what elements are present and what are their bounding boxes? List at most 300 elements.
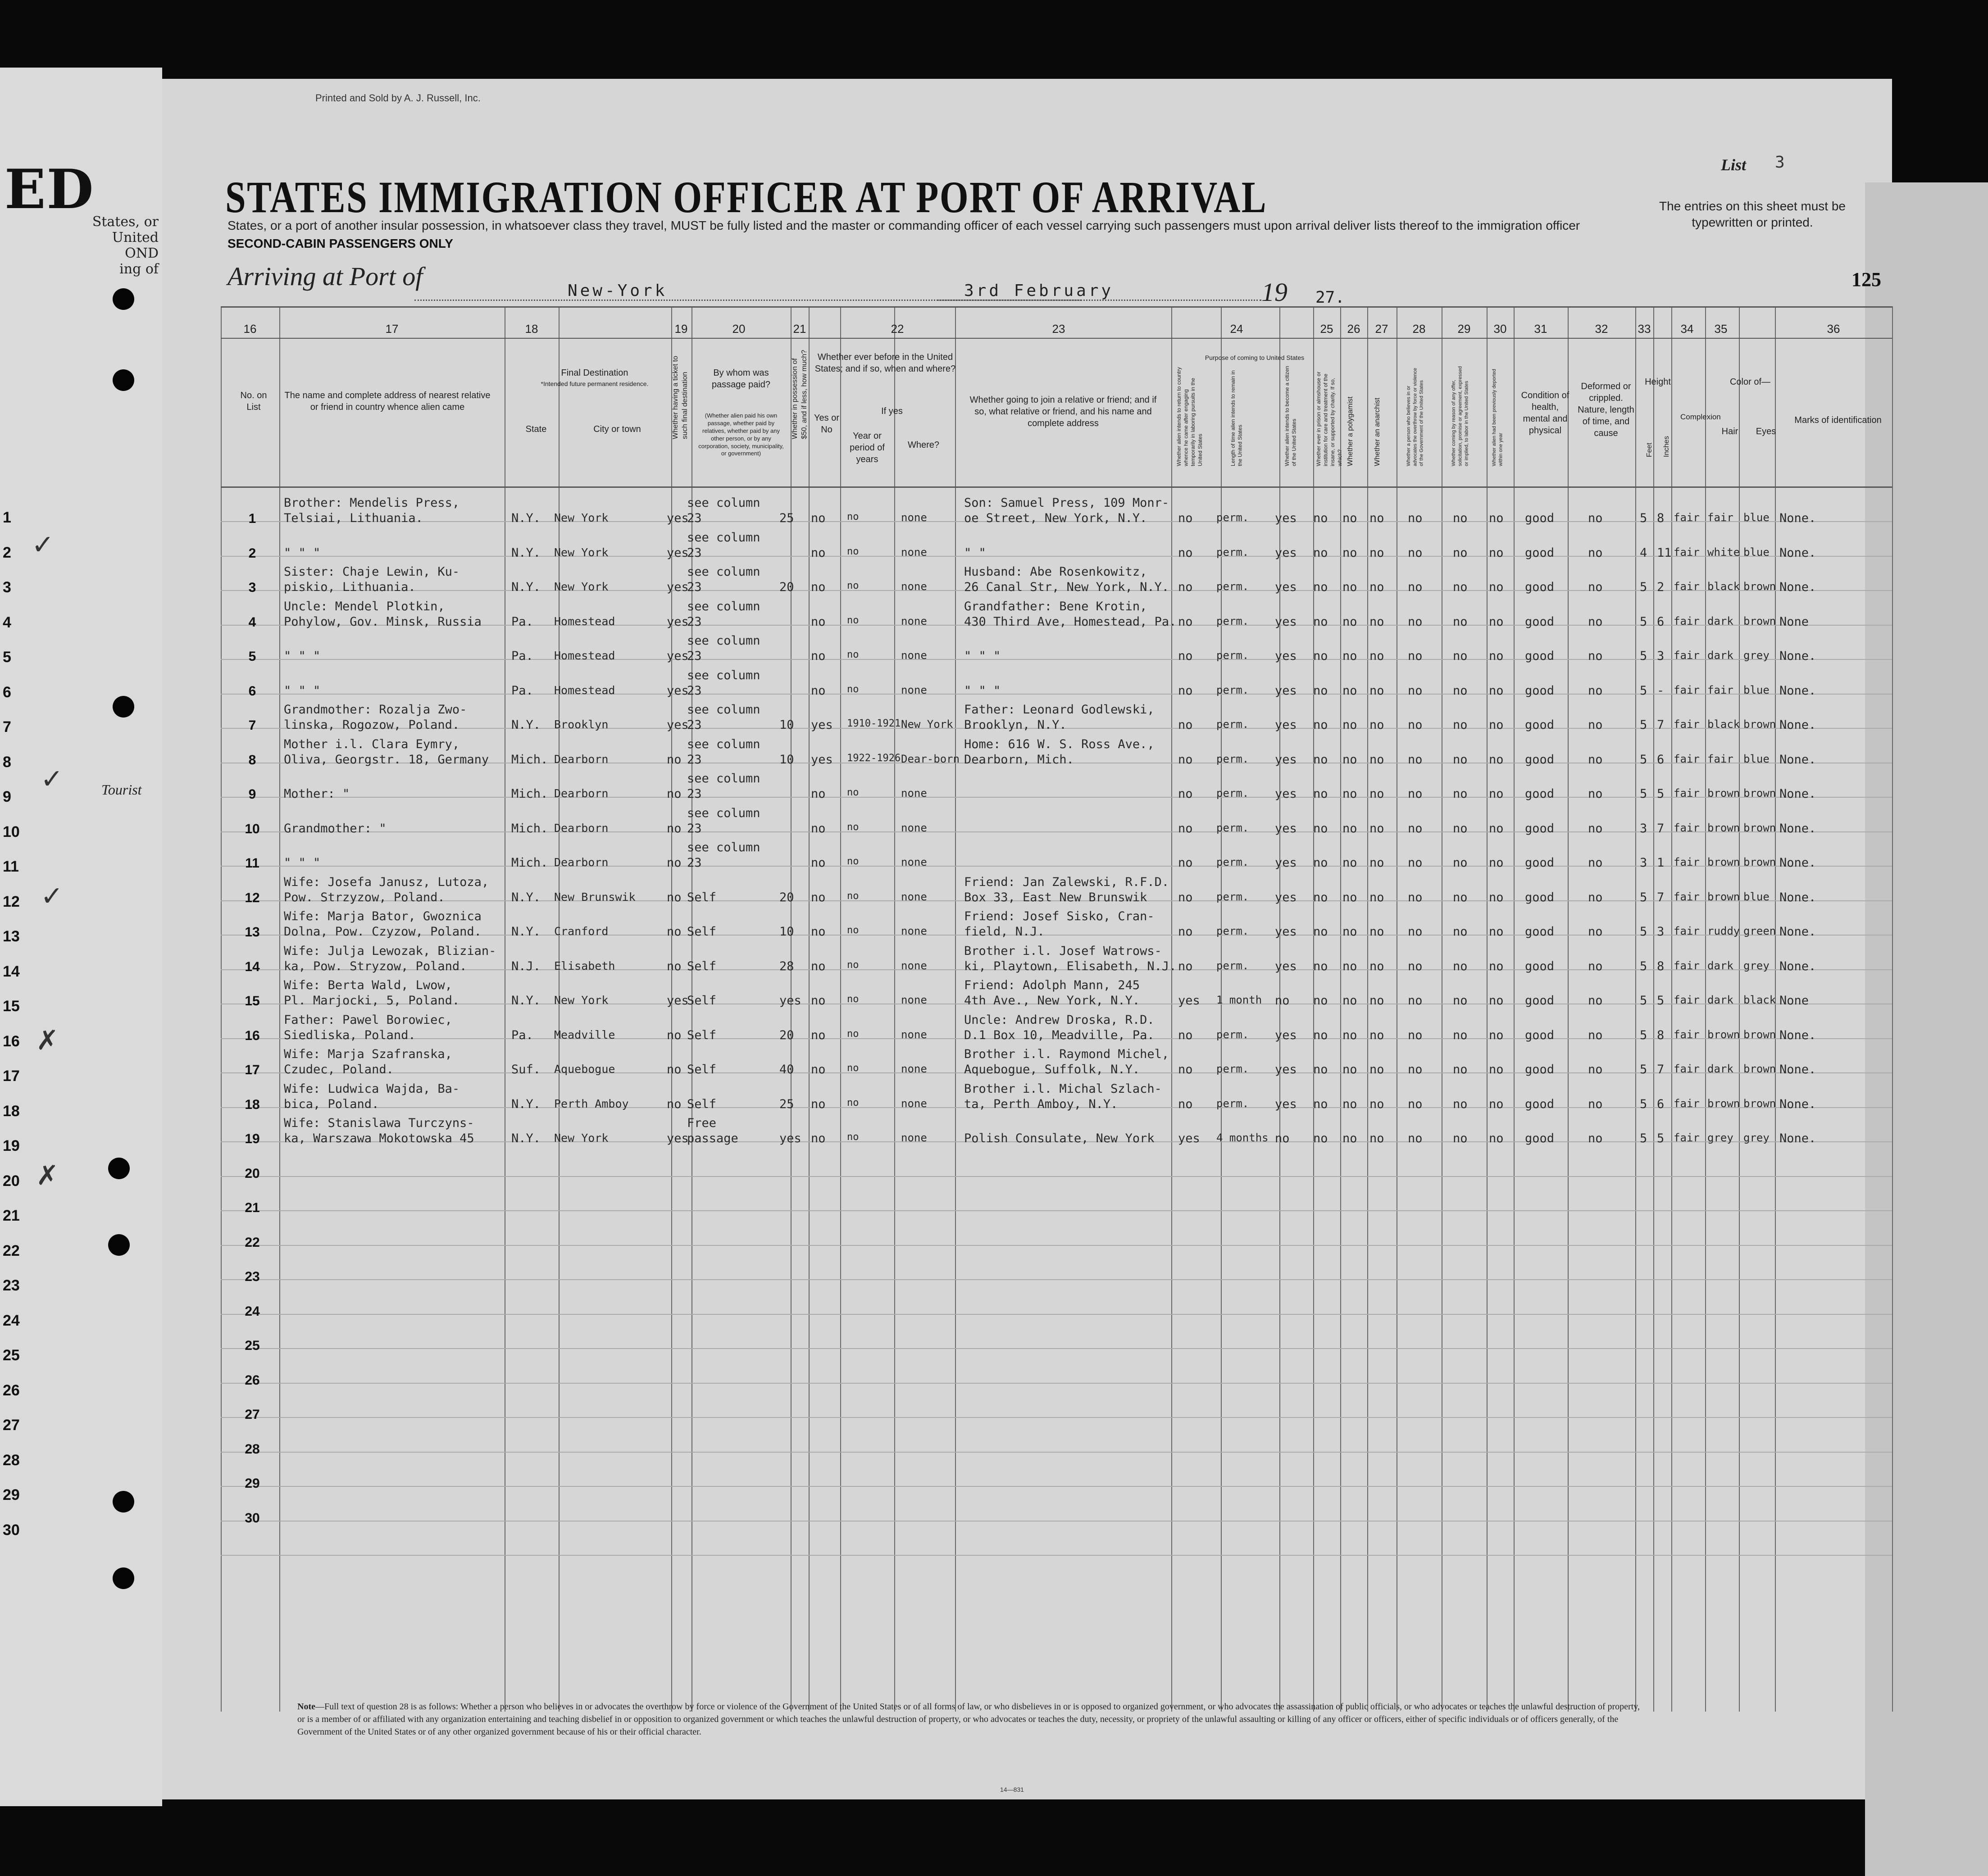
column-number: 33 [1638, 322, 1651, 336]
health-cell: good [1525, 1028, 1555, 1042]
passage-paid-by: Self [687, 1097, 717, 1111]
hair-color-cell: brown [1707, 821, 1740, 834]
joining-relative: " " [964, 545, 986, 560]
left-page-row-number: 15 [3, 998, 20, 1015]
height-feet-cell: 5 [1640, 718, 1647, 732]
joining-relative: 4th Ave., New York, N.Y. [964, 994, 1140, 1008]
height-inches-cell: - [1657, 683, 1665, 698]
polygamist-cell: no [1342, 545, 1357, 560]
deported-cell: no [1489, 890, 1504, 904]
advocate-cell: no [1408, 614, 1423, 629]
where-cell: none [901, 1131, 927, 1144]
row-number: 21 [245, 1200, 260, 1215]
joining-relative: 26 Canal Str, New York, N.Y. [964, 580, 1169, 594]
relative-address: Father: Pawel Borowiec, [284, 1013, 452, 1027]
where-cell: none [901, 683, 927, 696]
destination-city: Homestead [554, 683, 615, 697]
page-title: STATES IMMIGRATION OFFICER AT PORT OF ARRIVAL [225, 172, 1268, 222]
labor-offer-cell: no [1453, 1131, 1468, 1145]
citizenship-intent-cell: yes [1275, 856, 1297, 870]
relative-address: Wife: Marja Szafranska, [284, 1047, 452, 1061]
polygamist-cell: no [1342, 683, 1357, 698]
height-inches-cell: 7 [1657, 890, 1665, 904]
passage-paid-by: see column [687, 703, 760, 717]
health-cell: good [1525, 925, 1555, 939]
deformed-cell: no [1588, 890, 1603, 904]
col31-header: Condition of health, mental and physical [1521, 391, 1569, 436]
passage-paid-by: 23 [687, 752, 702, 767]
row-number: 2 [248, 545, 256, 561]
relative-address: Siedliska, Poland. [284, 1028, 416, 1042]
money-cell: yes [779, 1131, 801, 1145]
years-cell: no [847, 1097, 859, 1108]
deformed-cell: no [1588, 821, 1603, 836]
advocate-cell: no [1408, 1131, 1423, 1145]
height-inches-cell: 8 [1657, 511, 1665, 525]
destination-city: Brooklyn [554, 718, 609, 731]
before-in-us-cell: no [811, 580, 826, 594]
marks-cell: None. [1779, 1063, 1816, 1077]
joining-relative: Uncle: Andrew Droska, R.D. [964, 1013, 1155, 1027]
labor-offer-cell: no [1453, 787, 1468, 801]
height-feet-cell: 5 [1640, 1028, 1647, 1042]
joining-relative: " " " [964, 649, 1001, 663]
binder-hole [113, 288, 134, 310]
joining-relative: ta, Perth Amboy, N.Y. [964, 1097, 1118, 1111]
destination-state: Pa. [511, 614, 533, 629]
relative-address: Wife: Berta Wald, Lwow, [284, 978, 452, 992]
grid-column-line [840, 306, 841, 1712]
labor-offer-cell: no [1453, 614, 1468, 629]
joining-relative: Home: 616 W. S. Ross Ave., [964, 737, 1155, 751]
complexion-cell: fair [1674, 511, 1700, 524]
col18-state-header: State [525, 424, 547, 434]
row-number: 18 [245, 1097, 260, 1112]
citizenship-intent-cell: yes [1275, 821, 1297, 836]
joining-relative: Son: Samuel Press, 109 Monr- [964, 496, 1169, 510]
where-cell: none [901, 787, 927, 799]
eye-color-cell: brown [1743, 1028, 1776, 1041]
marks-cell: None. [1779, 718, 1816, 732]
height-feet-cell: 5 [1640, 1063, 1647, 1077]
row-number: 11 [245, 856, 259, 871]
eye-color-cell: grey [1743, 959, 1770, 972]
where-cell: none [901, 511, 927, 524]
length-of-stay-cell: perm. [1216, 580, 1249, 593]
before-in-us-cell: no [811, 856, 826, 870]
height-inches-cell: 5 [1657, 994, 1665, 1008]
col34-header: Complexion [1680, 413, 1721, 421]
health-cell: good [1525, 994, 1555, 1008]
prison-cell: no [1313, 1131, 1328, 1145]
col20-header: By whom was passage paid? [711, 368, 771, 390]
column-number: 30 [1493, 322, 1507, 336]
advocate-cell: no [1408, 994, 1423, 1008]
grid-column-line [894, 306, 895, 1712]
column-number: 32 [1595, 322, 1608, 336]
row-number: 27 [245, 1407, 260, 1422]
hair-color-cell: brown [1707, 1028, 1740, 1041]
passage-paid-by: 23 [687, 580, 702, 594]
advocate-cell: no [1408, 890, 1423, 904]
height-feet-cell: 5 [1640, 683, 1647, 698]
destination-city: New York [554, 1131, 609, 1145]
before-in-us-cell: no [811, 925, 826, 939]
checkmark-icon: ✓ [32, 529, 55, 561]
height-inches-cell: 8 [1657, 959, 1665, 973]
citizenship-intent-cell: yes [1275, 1028, 1297, 1042]
polygamist-cell: no [1342, 752, 1357, 767]
length-of-stay-cell: 1 month [1216, 994, 1262, 1006]
relative-address: " " " [284, 545, 321, 560]
row-number: 28 [245, 1441, 260, 1457]
col33-header: Height [1645, 377, 1671, 387]
col35-header: Color of— [1729, 377, 1771, 387]
height-feet-cell: 5 [1640, 925, 1647, 939]
complexion-cell: fair [1674, 1131, 1700, 1144]
tourist-note: Tourist [101, 781, 142, 798]
col23-header: Whether going to join a relative or friend; and if so, what relative or friend, and his name and complete address [969, 395, 1157, 428]
relative-address: Mother: " [284, 787, 350, 801]
left-page-row-number: 17 [3, 1067, 20, 1085]
anarchist-cell: no [1369, 1097, 1384, 1111]
list-number: 3 [1775, 153, 1785, 172]
passage-paid-by: Self [687, 994, 717, 1008]
col22-where-header: Where? [907, 440, 940, 450]
where-cell: none [901, 580, 927, 593]
grid-column-line [1568, 306, 1569, 1712]
passage-paid-by: see column [687, 668, 760, 682]
prison-cell: no [1313, 511, 1328, 525]
ticket-cell: no [667, 1028, 682, 1042]
relative-address: Dolna, Pow. Czyzow, Poland. [284, 925, 482, 939]
joining-relative: Friend: Jan Zalewski, R.F.D. [964, 875, 1169, 889]
years-cell: no [847, 890, 859, 902]
years-cell: no [847, 787, 859, 798]
height-feet-cell: 4 [1640, 545, 1647, 560]
column-number: 28 [1412, 322, 1426, 336]
grid-row-line [221, 1314, 1892, 1315]
advocate-cell: no [1408, 959, 1423, 973]
complexion-cell: fair [1674, 890, 1700, 903]
binder-hole [113, 1567, 134, 1589]
money-cell: 10 [779, 925, 794, 939]
length-of-stay-cell: perm. [1216, 511, 1249, 524]
complexion-cell: fair [1674, 1028, 1700, 1041]
binder-hole [113, 1491, 134, 1513]
length-of-stay-cell: perm. [1216, 1063, 1249, 1075]
checkmark-icon: ✓ [41, 881, 64, 912]
polygamist-cell: no [1342, 925, 1357, 939]
deformed-cell: no [1588, 752, 1603, 767]
eye-color-cell: brown [1743, 1097, 1776, 1110]
date-value: 3rd February [964, 282, 1114, 300]
col32-header: Deformed or crippled. Nature, length of time, and cause [1578, 382, 1634, 438]
col29-header: Whether coming by reason of any offer, solicitation, promise or agreement, expressed or implied, to labor in the United States [1451, 366, 1469, 466]
left-page-row-number: 18 [3, 1102, 20, 1120]
ticket-cell: yes [667, 683, 689, 698]
ticket-cell: no [667, 821, 682, 836]
class-note: SECOND-CABIN PASSENGERS ONLY [227, 236, 453, 250]
col20-subheader: (Whether alien paid his own passage, whether paid by relatives, whether paid by any other person, or by any corporation, society, municipality, or government) [698, 412, 784, 457]
before-in-us-cell: no [811, 1063, 826, 1077]
footnote-label: Note [297, 1702, 315, 1712]
row-number: 15 [245, 994, 260, 1008]
length-of-stay-cell: perm. [1216, 925, 1249, 937]
anarchist-cell: no [1369, 856, 1384, 870]
health-cell: good [1525, 614, 1555, 629]
years-cell: 1910-1921 [847, 718, 901, 729]
destination-state: N.Y. [511, 511, 541, 525]
left-page-row-number: 8 [3, 753, 11, 771]
money-cell: 25 [779, 1097, 794, 1111]
col16-header: No. on List [240, 391, 267, 412]
ticket-cell: no [667, 1097, 682, 1111]
ticket-cell: yes [667, 511, 689, 525]
relative-address: bica, Poland. [284, 1097, 379, 1111]
before-in-us-cell: yes [811, 752, 833, 767]
anarchist-cell: no [1369, 649, 1384, 663]
left-page-row-number: 30 [3, 1521, 20, 1539]
height-feet-cell: 5 [1640, 959, 1647, 973]
column-number: 22 [891, 322, 904, 336]
polygamist-cell: no [1342, 856, 1357, 870]
labor-offer-cell: no [1453, 511, 1468, 525]
deformed-cell: no [1588, 614, 1603, 629]
passage-paid-by: 23 [687, 683, 702, 698]
advocate-cell: no [1408, 821, 1423, 836]
destination-city: New Brunswik [554, 890, 636, 904]
destination-city: Aquebogue [554, 1063, 615, 1076]
advocate-cell: no [1408, 580, 1423, 594]
labor-offer-cell: no [1453, 545, 1468, 560]
hair-color-cell: fair [1707, 511, 1733, 524]
marks-cell: None. [1779, 1097, 1816, 1111]
advocate-cell: no [1408, 718, 1423, 732]
joining-relative: D.1 Box 10, Meadville, Pa. [964, 1028, 1155, 1042]
marks-cell: None. [1779, 580, 1816, 594]
hair-color-cell: dark [1707, 614, 1733, 627]
row-number: 5 [248, 649, 256, 664]
money-cell: 25 [779, 511, 794, 525]
destination-state: N.Y. [511, 1131, 541, 1145]
passage-paid-by: Self [687, 1028, 717, 1042]
passage-paid-by: see column [687, 496, 760, 510]
polygamist-cell: no [1342, 890, 1357, 904]
form-number: 14—831 [1000, 1786, 1024, 1793]
height-inches-cell: 1 [1657, 856, 1665, 870]
left-page-row-number: 13 [3, 928, 20, 945]
destination-state: Pa. [511, 649, 533, 663]
prison-cell: no [1313, 787, 1328, 801]
relative-address: Wife: Stanislawa Turczyns- [284, 1116, 474, 1130]
grid-row-line [221, 1176, 1892, 1177]
eye-color-cell: blue [1743, 752, 1770, 765]
prison-cell: no [1313, 1063, 1328, 1077]
destination-city: New York [554, 994, 609, 1007]
grid-column-line [1340, 306, 1341, 1712]
deformed-cell: no [1588, 683, 1603, 698]
grid-row-line [221, 1348, 1892, 1349]
relative-address: Uncle: Mendel Plotkin, [284, 599, 445, 613]
where-cell: none [901, 856, 927, 868]
complexion-cell: fair [1674, 1063, 1700, 1075]
polygamist-cell: no [1342, 649, 1357, 663]
column-number: 27 [1375, 322, 1388, 336]
deformed-cell: no [1588, 959, 1603, 973]
deported-cell: no [1489, 1063, 1504, 1077]
complexion-cell: fair [1674, 545, 1700, 559]
anarchist-cell: no [1369, 614, 1384, 629]
labor-offer-cell: no [1453, 1097, 1468, 1111]
citizenship-intent-cell: yes [1275, 1097, 1297, 1111]
marks-cell: None. [1779, 511, 1816, 525]
where-cell: none [901, 545, 927, 559]
hair-color-cell: fair [1707, 752, 1733, 765]
ticket-cell: no [667, 925, 682, 939]
joining-relative: Friend: Adolph Mann, 245 [964, 978, 1140, 992]
polygamist-cell: no [1342, 1028, 1357, 1042]
row-number: 8 [248, 752, 256, 768]
anarchist-cell: no [1369, 821, 1384, 836]
left-page-fragment: OND [125, 245, 159, 261]
return-intent-cell: yes [1178, 1131, 1200, 1145]
citizenship-intent-cell: yes [1275, 1063, 1297, 1077]
height-feet-cell: 5 [1640, 1131, 1647, 1145]
sheet-edge [1865, 182, 1988, 1876]
passage-paid-by: see column [687, 772, 760, 786]
deported-cell: no [1489, 752, 1504, 767]
destination-state: Pa. [511, 683, 533, 698]
passage-paid-by: Self [687, 1063, 717, 1077]
left-page-fragment: States, or [92, 214, 159, 230]
passage-paid-by: Self [687, 925, 717, 939]
length-of-stay-cell: perm. [1216, 683, 1249, 696]
hair-color-cell: brown [1707, 1097, 1740, 1110]
destination-city: New York [554, 511, 609, 524]
eye-color-cell: brown [1743, 787, 1776, 799]
destination-city: Cranford [554, 925, 609, 938]
complexion-cell: fair [1674, 856, 1700, 868]
marks-cell: None. [1779, 1131, 1816, 1145]
col24c-header: Whether alien intends to become a citizen of the United States [1284, 366, 1297, 466]
complexion-cell: fair [1674, 752, 1700, 765]
port-value: New-York [568, 282, 668, 300]
marks-cell: None. [1779, 821, 1816, 836]
destination-city: Meadville [554, 1028, 615, 1041]
anarchist-cell: no [1369, 718, 1384, 732]
marks-cell: None. [1779, 545, 1816, 560]
eye-color-cell: brown [1743, 856, 1776, 868]
col22-header: Whether ever before in the United States; and if so, when and where? [814, 352, 956, 374]
col22-yesno-header: Yes or No [814, 413, 839, 435]
relative-address: Oliva, Georgstr. 18, Germany [284, 752, 489, 767]
deformed-cell: no [1588, 580, 1603, 594]
labor-offer-cell: no [1453, 1028, 1468, 1042]
grid-row-line [221, 1279, 1892, 1280]
height-inches-cell: 8 [1657, 1028, 1665, 1042]
return-intent-cell: no [1178, 821, 1193, 836]
prison-cell: no [1313, 614, 1328, 629]
marks-cell: None. [1779, 925, 1816, 939]
deported-cell: no [1489, 511, 1504, 525]
relative-address: Czudec, Poland. [284, 1063, 394, 1077]
row-number: 20 [245, 1166, 260, 1181]
deformed-cell: no [1588, 1097, 1603, 1111]
eye-color-cell: grey [1743, 649, 1770, 662]
health-cell: good [1525, 580, 1555, 594]
destination-state: N.Y. [511, 925, 541, 939]
joining-relative: Brother i.l. Josef Watrows- [964, 944, 1162, 958]
column-number: 35 [1714, 322, 1728, 336]
health-cell: good [1525, 683, 1555, 698]
marks-cell: None. [1779, 856, 1816, 870]
hair-color-cell: dark [1707, 959, 1733, 972]
labor-offer-cell: no [1453, 856, 1468, 870]
before-in-us-cell: yes [811, 718, 833, 732]
where-cell: none [901, 925, 927, 937]
relative-address: ka, Pow. Stryzow, Poland. [284, 959, 467, 973]
column-number: 31 [1534, 322, 1547, 336]
destination-state: N.J. [511, 959, 541, 973]
where-cell: none [901, 614, 927, 627]
destination-state: N.Y. [511, 1097, 541, 1111]
citizenship-intent-cell: yes [1275, 959, 1297, 973]
where-cell: none [901, 1097, 927, 1110]
destination-state: N.Y. [511, 890, 541, 904]
advocate-cell: no [1408, 752, 1423, 767]
footnote [297, 1700, 1649, 1738]
row-number: 23 [245, 1269, 260, 1284]
destination-city: Elisabeth [554, 959, 615, 972]
left-page-row-number: 23 [3, 1277, 20, 1294]
instruction-text: States, or a port of another insular possession, in whatsoever class they travel, MUST be fully listed and the master or commanding officer of each vessel carrying such passengers must upon arrival deliver lists thereof to the immigration officer [227, 218, 1580, 232]
col35-eyes-header: Eyes [1756, 427, 1776, 436]
marks-cell: None. [1779, 683, 1816, 698]
grid-row-line [221, 1383, 1892, 1384]
binder-hole [108, 1234, 130, 1256]
citizenship-intent-cell: yes [1275, 718, 1297, 732]
passage-paid-by: see column [687, 840, 760, 854]
left-page-row-number: 9 [3, 788, 11, 805]
return-intent-cell: no [1178, 787, 1193, 801]
col22-year-header: Year or period of years [850, 431, 885, 464]
before-in-us-cell: no [811, 649, 826, 663]
return-intent-cell: no [1178, 959, 1193, 973]
height-feet-cell: 5 [1640, 580, 1647, 594]
ticket-cell: no [667, 890, 682, 904]
before-in-us-cell: no [811, 1097, 826, 1111]
length-of-stay-cell: perm. [1216, 545, 1249, 559]
left-page-row-number: 22 [3, 1242, 20, 1259]
grid-column-line [1705, 306, 1706, 1712]
citizenship-intent-cell: yes [1275, 580, 1297, 594]
where-cell: none [901, 890, 927, 903]
years-cell: no [847, 1028, 859, 1040]
grid-column-line [1892, 306, 1893, 1712]
passage-paid-by: Free [687, 1116, 717, 1130]
return-intent-cell: yes [1178, 994, 1200, 1008]
row-number: 14 [245, 959, 260, 974]
relative-address: Pow. Strzyzow, Poland. [284, 890, 445, 904]
left-page-fragment: United [112, 230, 159, 245]
advocate-cell: no [1408, 511, 1423, 525]
return-intent-cell: no [1178, 856, 1193, 870]
labor-offer-cell: no [1453, 1063, 1468, 1077]
height-inches-cell: 7 [1657, 1063, 1665, 1077]
eye-color-cell: blue [1743, 545, 1770, 559]
height-feet-cell: 5 [1640, 1097, 1647, 1111]
